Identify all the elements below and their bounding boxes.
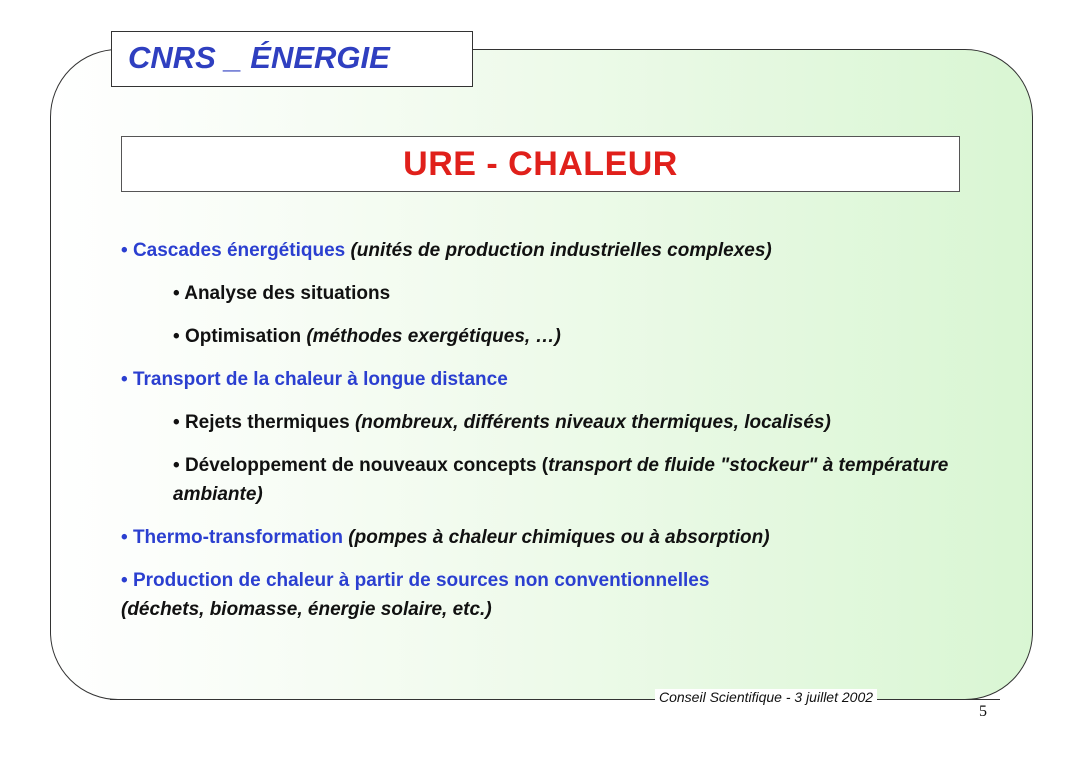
bullet-detail: (unités de production industrielles complexes) xyxy=(350,240,772,261)
bullet-item xyxy=(121,236,971,265)
sub-bullet-heading: Rejets thermiques xyxy=(184,412,350,433)
sub-bullet-item xyxy=(121,408,971,437)
page-number: 5 xyxy=(979,703,987,720)
sub-bullet-item xyxy=(121,322,971,351)
bullet-heading: Cascades énergétiques xyxy=(132,240,346,261)
bullet-item xyxy=(121,566,971,624)
footer-rule-right xyxy=(945,699,1000,700)
title-box xyxy=(121,136,960,192)
bullet-marker: • xyxy=(173,283,180,304)
bullet-item xyxy=(121,365,971,394)
brand-label: CNRS _ ÉNERGIE xyxy=(128,40,390,75)
bullet-marker: • xyxy=(121,240,128,261)
bullet-marker: • xyxy=(121,369,128,390)
bullet-detail: (pompes à chaleur chimiques ou à absorption) xyxy=(348,527,770,548)
bullet-heading: Production de chaleur à partir de sources non conventionnelles xyxy=(132,570,710,591)
bullet-marker: • xyxy=(173,326,180,347)
bullet-heading: Thermo-transformation xyxy=(132,527,344,548)
footer-rule-left xyxy=(110,699,650,700)
sub-bullet-detail: (méthodes exergétiques, …) xyxy=(306,326,561,347)
bullet-marker: • xyxy=(121,570,128,591)
sub-bullet-item xyxy=(121,279,971,308)
sub-bullet-heading: Développement de nouveaux concepts ( xyxy=(184,455,549,476)
sub-bullet-item xyxy=(121,451,971,509)
sub-bullet-detail: (nombreux, différents niveaux thermiques, localisés) xyxy=(354,412,831,433)
sub-bullet-detail: transport de fluide "stockeur" à température ambiante) xyxy=(173,455,949,505)
sub-bullet-heading: Analyse des situations xyxy=(184,283,391,304)
bullet-list xyxy=(121,236,971,638)
slide-title: URE - CHALEUR xyxy=(403,145,678,183)
bullet-detail: (déchets, biomasse, énergie solaire, etc.) xyxy=(121,599,492,620)
bullet-item xyxy=(121,523,971,552)
sub-bullet-heading: Optimisation xyxy=(184,326,302,347)
bullet-heading: Transport de la chaleur à longue distance xyxy=(132,369,508,390)
footer-caption: Conseil Scientifique - 3 juillet 2002 xyxy=(655,689,877,705)
bullet-marker: • xyxy=(173,455,180,476)
brand-box xyxy=(111,31,473,87)
bullet-marker: • xyxy=(121,527,128,548)
bullet-marker: • xyxy=(173,412,180,433)
